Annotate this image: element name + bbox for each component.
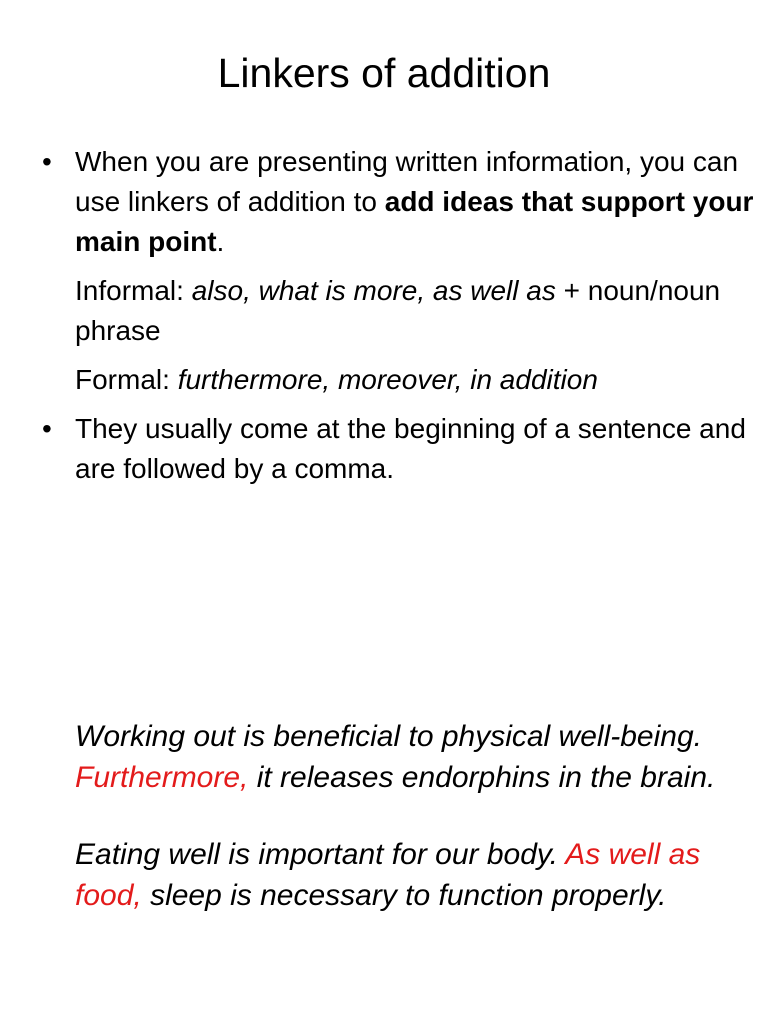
informal-examples: also, what is more, as well as <box>191 275 556 306</box>
example-linker-highlight: Furthermore, <box>75 761 249 794</box>
bullet-item-presenting <box>42 142 755 262</box>
example-text-after: sleep is necessary to function properly. <box>141 879 667 912</box>
informal-label: Informal: <box>75 275 192 306</box>
example-linker-highlight: As well as food, <box>75 838 701 912</box>
bullet-text-after: . <box>216 226 225 257</box>
formal-label: Formal: <box>75 364 178 395</box>
formal-linkers <box>75 360 755 400</box>
example-text-before: Working out is beneficial to physical well-being. <box>75 720 702 753</box>
bullet-text-before: When you are presenting written information, you can use linkers of addition to <box>75 146 739 217</box>
bullet-dot-icon: • <box>42 413 52 444</box>
example-text-before: Eating well is important for our body. <box>75 838 566 871</box>
slide-title: Linkers of addition <box>217 50 551 96</box>
example-eating-well <box>75 834 755 916</box>
formal-examples: furthermore, moreover, in addition <box>177 364 598 395</box>
bullet-list <box>42 142 755 498</box>
example-working-out <box>75 716 755 798</box>
bullet-position-text: They usually come at the beginning of a sentence and are followed by a comma. <box>75 413 746 484</box>
bullet-bold-text: add ideas that support your main point <box>75 186 754 257</box>
bullet-dot-icon: • <box>42 146 52 177</box>
informal-linkers <box>75 271 755 351</box>
example-text-after: it releases endorphins in the brain. <box>248 761 716 794</box>
bullet-item-position <box>42 409 755 489</box>
example-sentences <box>75 716 755 952</box>
informal-rest: + noun/noun phrase <box>75 275 721 346</box>
